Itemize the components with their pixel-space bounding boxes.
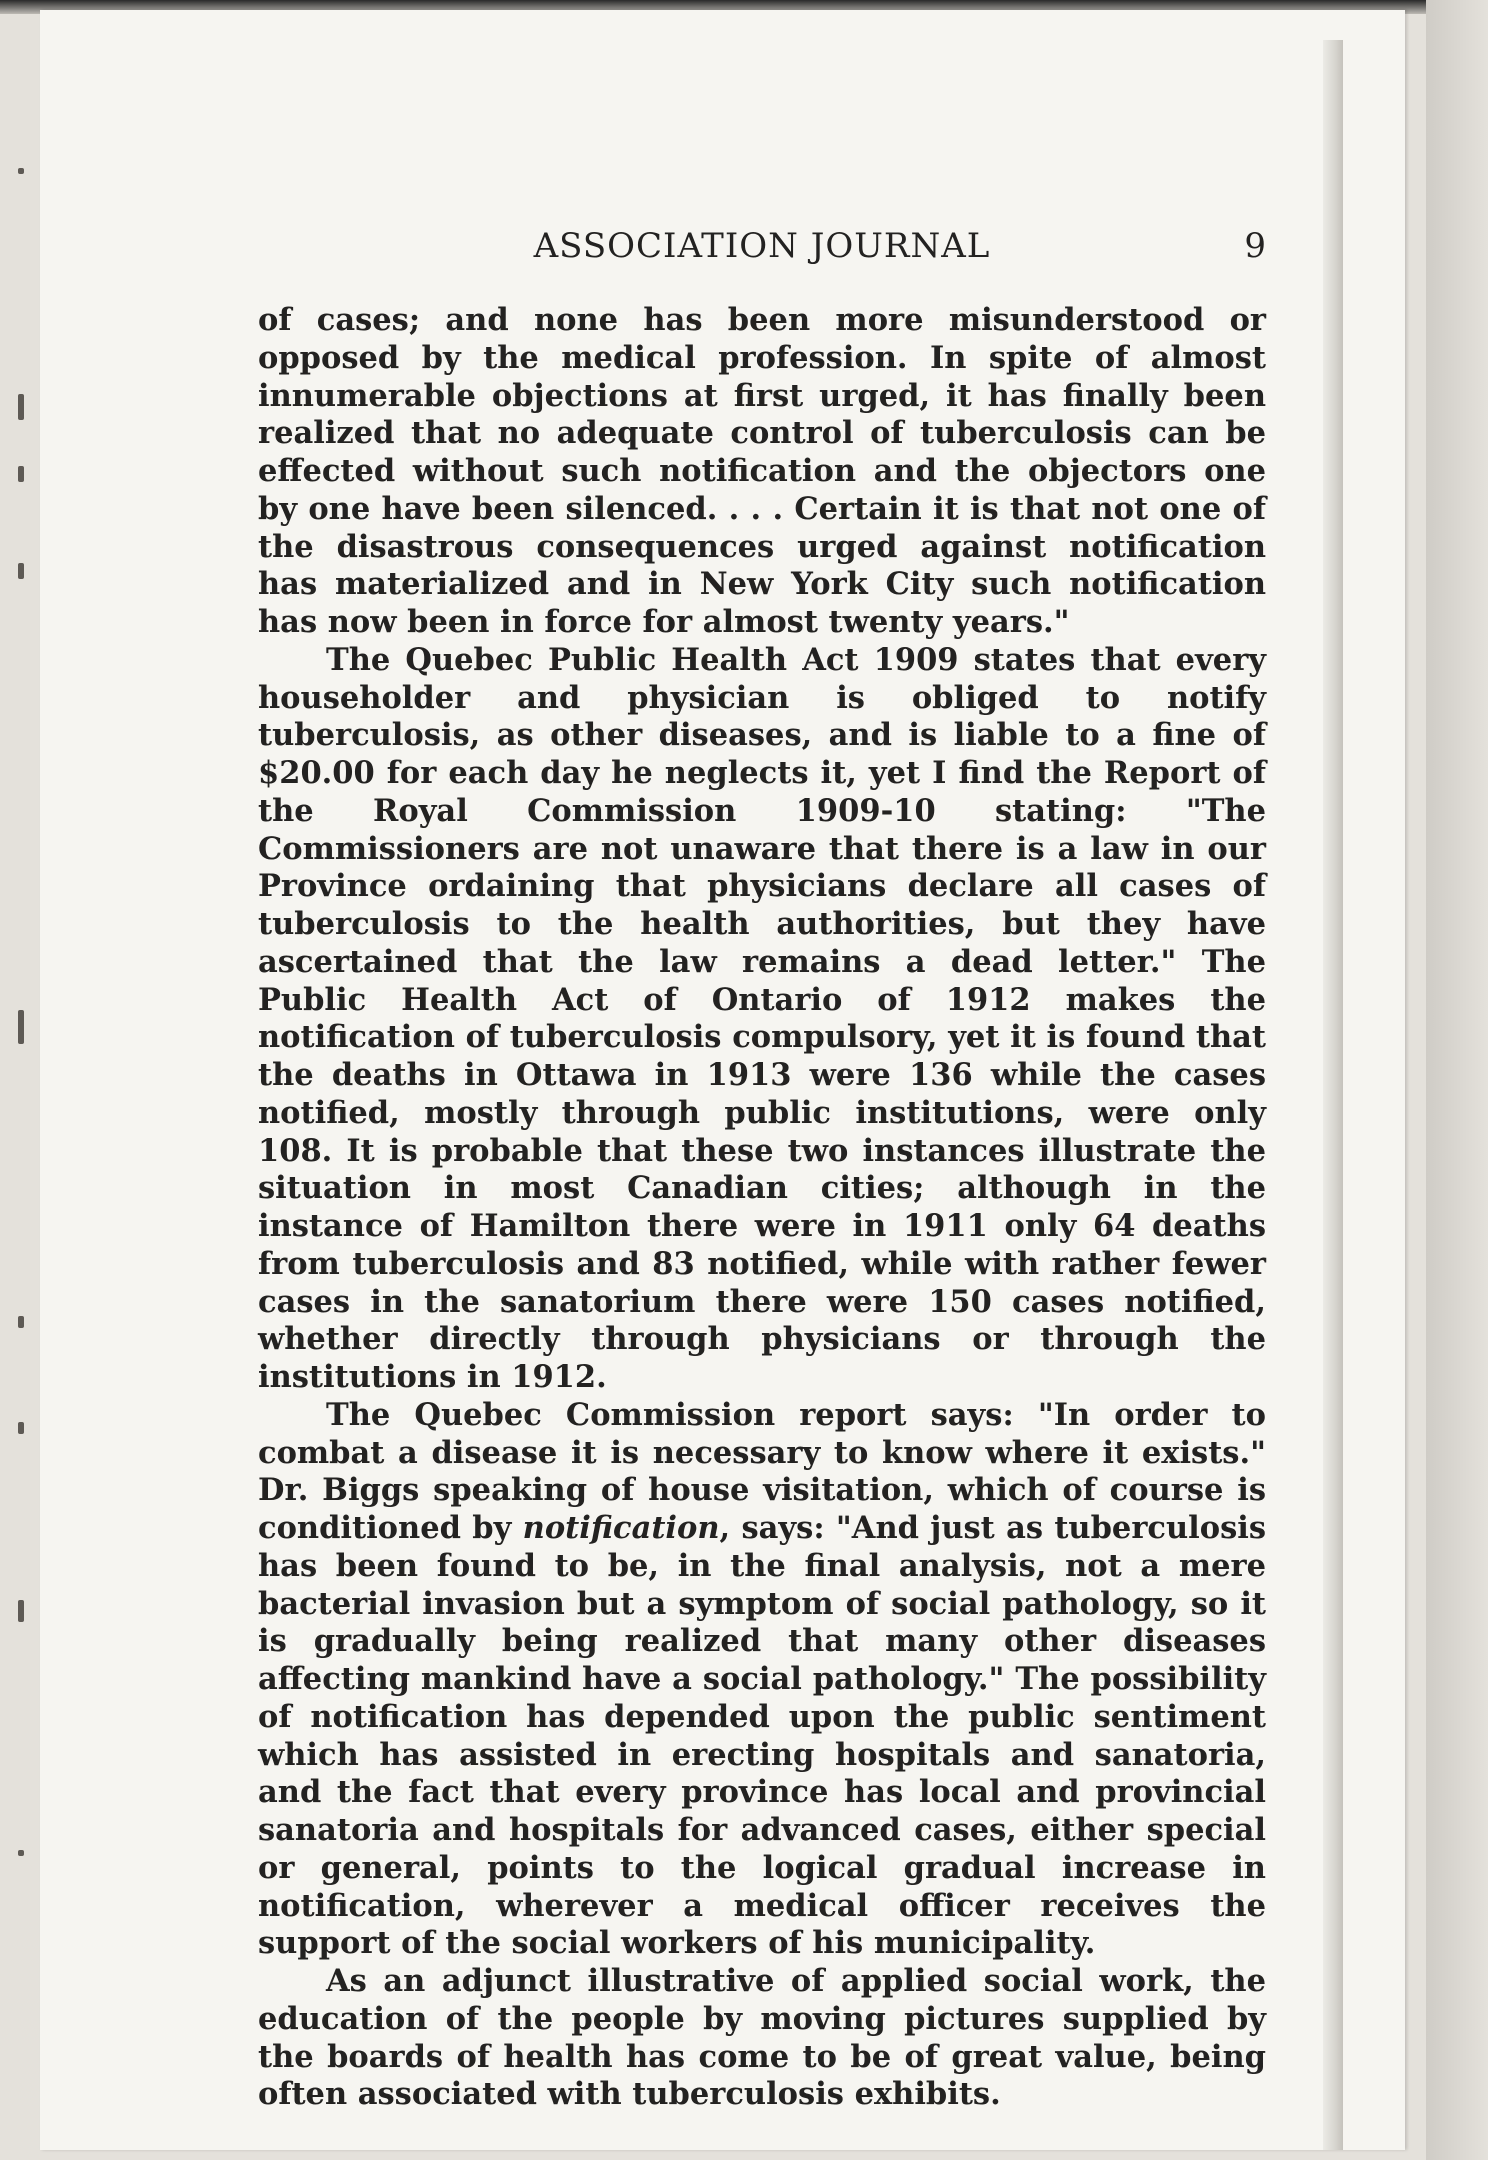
page-fold [1323,40,1343,2150]
paragraph-moving-pictures: As an adjunct illustrative of applied social work, the education of the people by moving pictures supplied by the boards of health has come to be of great value, being often associated with tuberculosis exhibits. [258,1963,1266,2113]
margin-mark [18,1010,24,1044]
paragraph-text: The Quebec Commission report says: "In order to combat a disease it is necessary to know where it exists." Dr. Biggs speaking of house visitation, which of course is conditioned by [258,1396,1266,1546]
paragraph-text: , says: "And just as tuberculosis has been found to be, in the final analysis, not a mere bacterial invasion but a symptom of social pathology, so it is gradually being realized that many other diseases affecting mankind have a social pathology." The possibility of notification has depended upon the public sentiment which has assisted in erecting hospitals and sanatoria, and the fact that every province has local and provincial sanatoria and hospitals for advanced cases, either special or general, points to the logical gradual increase in notification, wherever a medical officer receives the support of the social workers of his municipality. [258,1510,1266,1962]
paragraph-quebec-commission [258,1397,1266,1963]
article-body [258,302,1266,2114]
margin-mark [18,1422,24,1434]
italic-term: notification [522,1510,720,1546]
page-right-shadow [1426,0,1488,2160]
margin-mark [18,168,24,174]
paragraph-continuation: of cases; and none has been more misunderstood or opposed by the medical profession. In spite of almost innumerable objections at first urged, it has finally been realized that no adequate control of tuberculosis can be effected without such notification and the objectors one by one have been silenced. . . . Certain it is that not one of the disastrous consequences urged against notification has materialized and in New York City such notification has now been in force for almost twenty years." [258,302,1266,640]
paragraph-quebec-act: The Quebec Public Health Act 1909 states that every householder and physician is obliged to notify tuberculosis, as other diseases, and is liable to a fine of $20.00 for each day he neglects it, yet I find the Report of the Royal Commission 1909-10 stating: "The Commissioners are not unaware that there is a law in our Province ordaining that physicians declare all cases of tuberculosis to the health authorities, but they have ascertained that the law remains a dead letter." The Public Health Act of Ontario of 1912 makes the notification of tuberculosis compulsory, yet it is found that the deaths in Ottawa in 1913 were 136 while the cases notified, mostly through public institutions, were only 108. It is probable that these two instances illustrate the situation in most Canadian cities; although in the instance of Hamilton there were in 1911 only 64 deaths from tuberculosis and 83 notified, while with rather fewer cases in the sanatorium there were 150 cases notified, whether directly through physicians or through the institutions in 1912. [258,641,1266,1395]
page-header [258,226,1266,270]
margin-mark [18,1850,24,1856]
margin-mark [18,1316,24,1328]
margin-mark [18,466,24,482]
margin-mark [18,563,24,579]
page-number: 9 [1244,226,1266,266]
margin-mark [18,1600,24,1622]
running-title: ASSOCIATION JOURNAL [533,226,991,266]
margin-mark [18,394,24,420]
